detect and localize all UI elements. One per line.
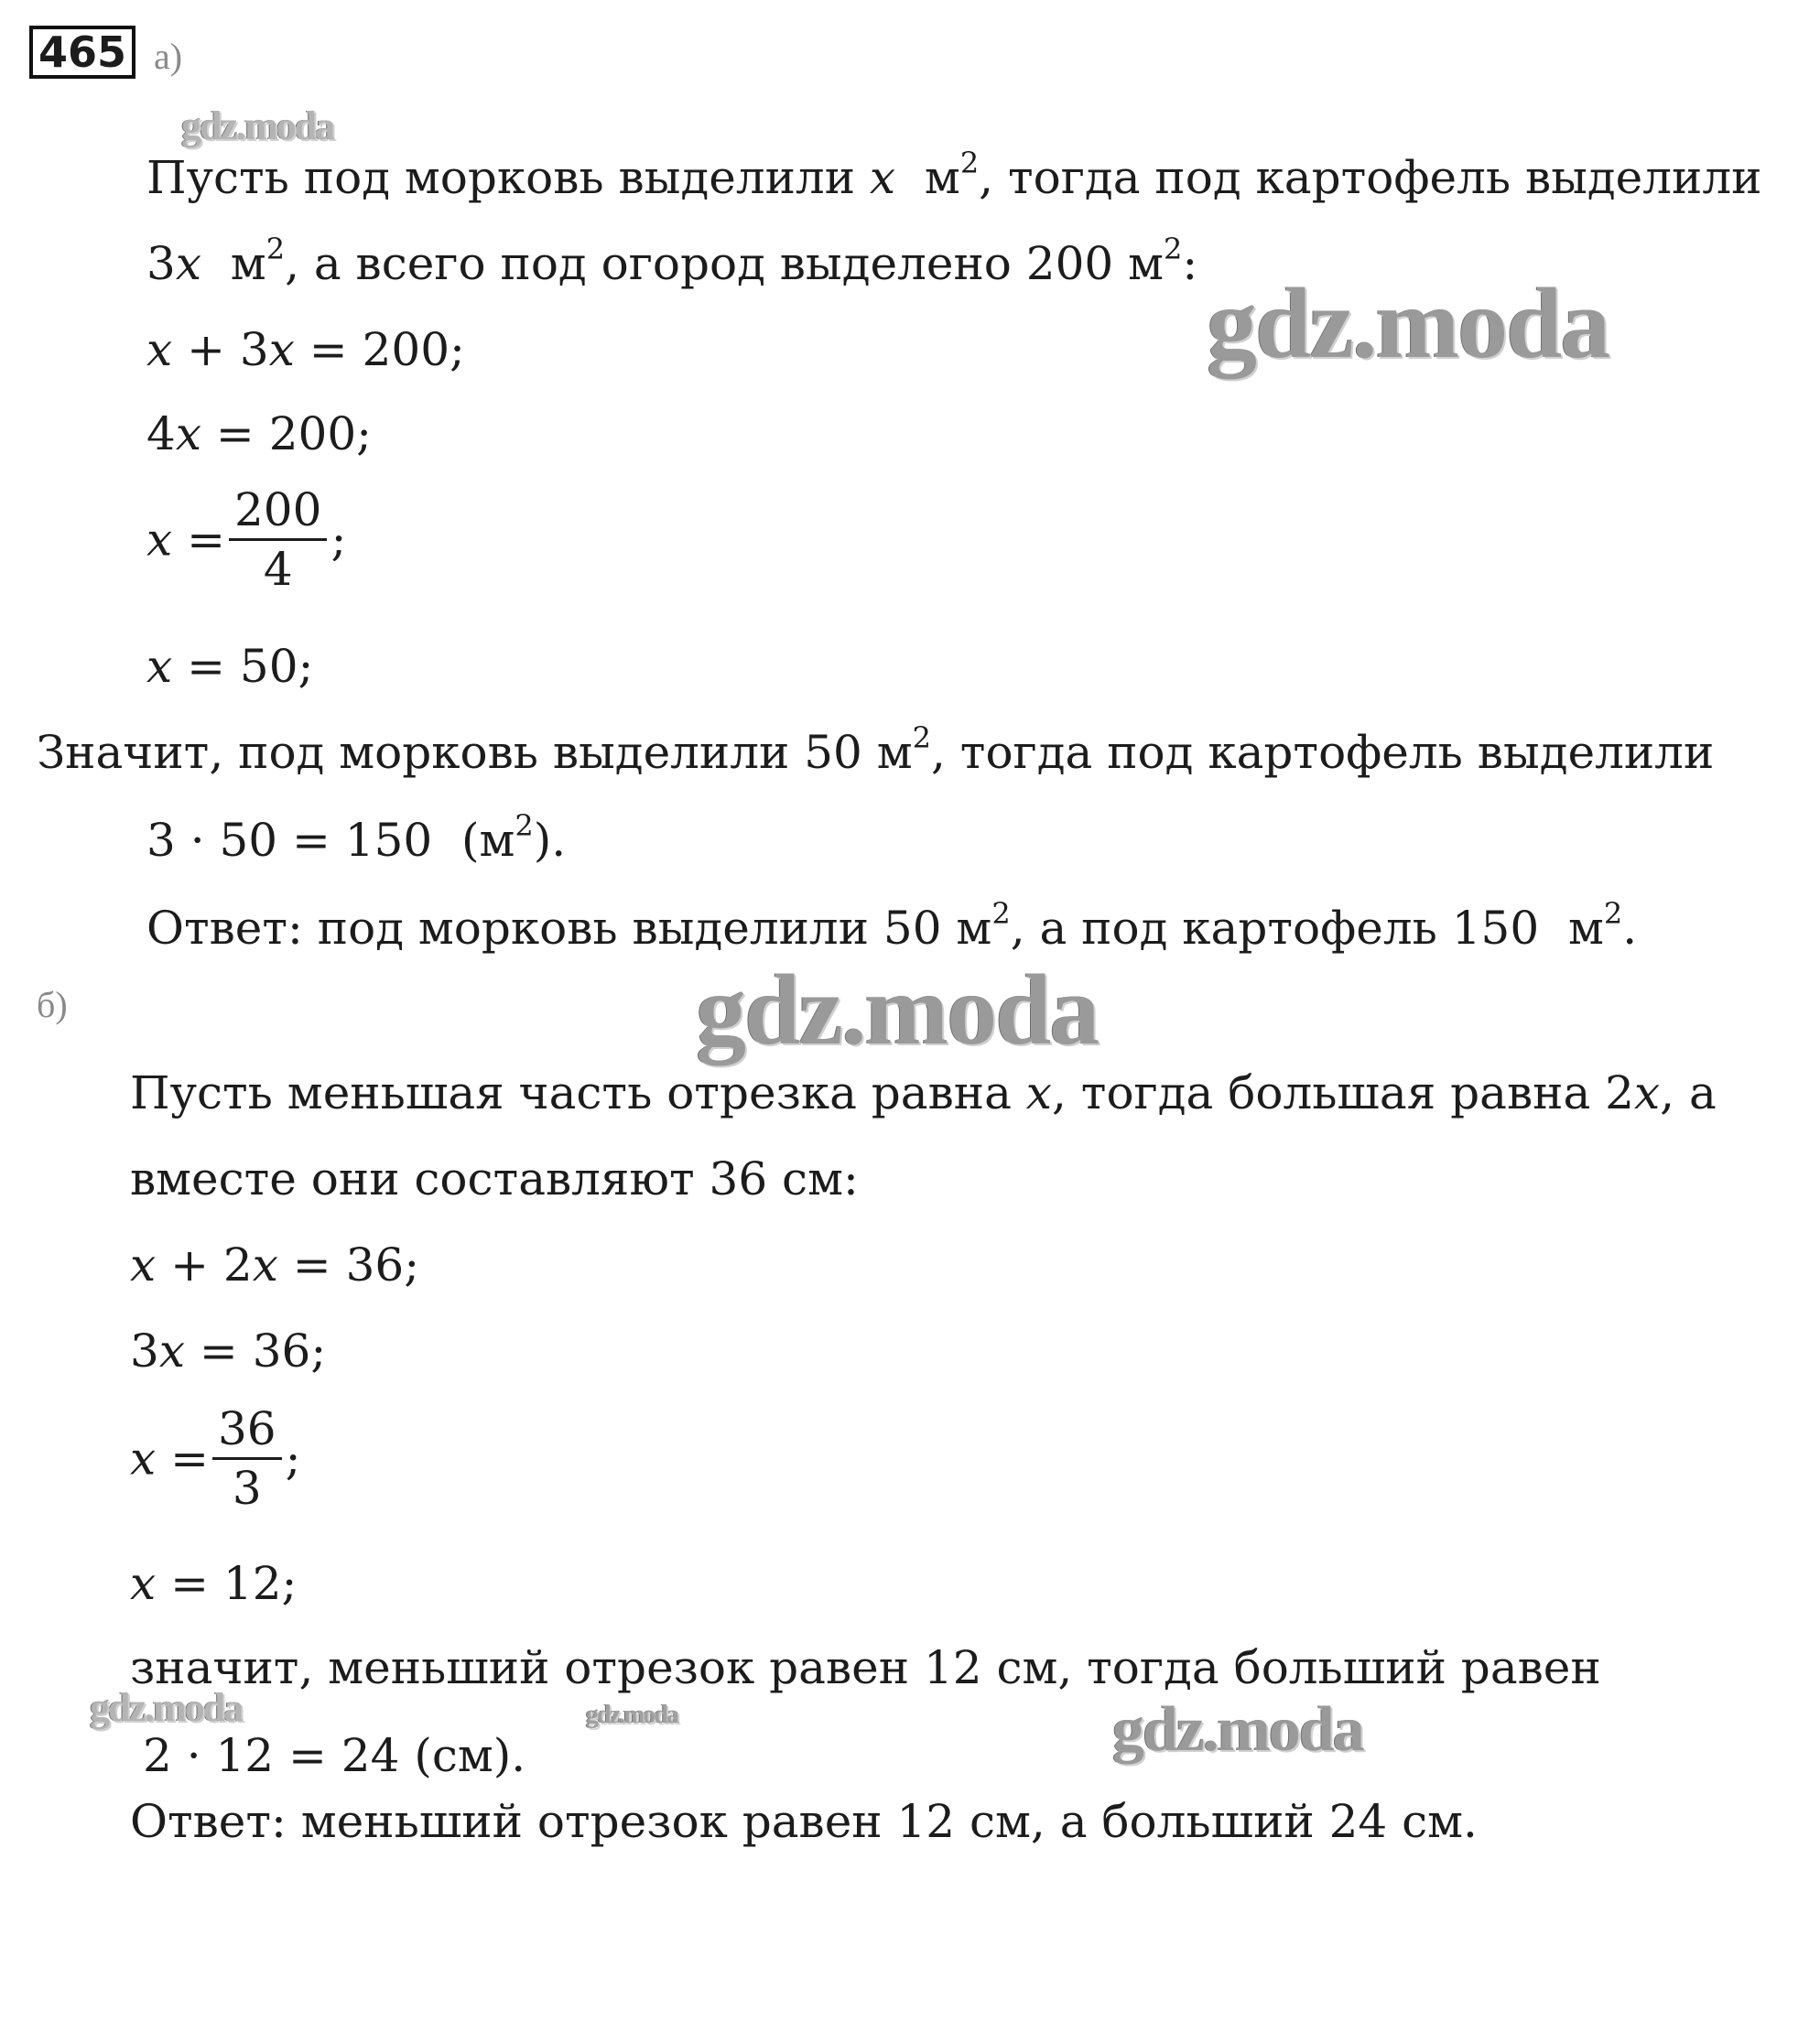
part-b-fraction-numerator: 36 bbox=[212, 1400, 282, 1460]
part-b-answer: Ответ: меньший отрезок равен 12 см, а больший 24 см. bbox=[130, 1795, 1478, 1848]
part-a-label: а) bbox=[154, 36, 183, 77]
part-b-fraction bbox=[212, 1400, 282, 1517]
part-b-conclusion-line-2: 2 · 12 = 24 (см). bbox=[143, 1729, 526, 1782]
watermark-large-right: gdz.moda bbox=[1207, 267, 1609, 379]
part-a-equation-1: x + 3x = 200; bbox=[146, 323, 465, 376]
watermark-large-center: gdz.moda bbox=[696, 954, 1099, 1065]
part-b-fraction-denominator: 3 bbox=[232, 1462, 262, 1515]
part-b-fraction-end: ; bbox=[285, 1432, 301, 1486]
part-a-conclusion-line-2: 3 · 50 = 150 $(м^2)$. bbox=[146, 808, 567, 867]
part-a-fraction-numerator: 200 bbox=[229, 481, 327, 541]
part-b-intro-line-2: вместе они составляют 36 см: bbox=[130, 1152, 859, 1205]
part-a-conclusion-line-1: Значит, под морковь выделили 50 $м^2$, тогда под картофель выделили bbox=[37, 720, 1715, 779]
part-a-equation-2: 4x = 200; bbox=[146, 407, 372, 460]
part-b-label: б) bbox=[37, 984, 68, 1025]
part-a-equation-4: x = 50; bbox=[146, 640, 314, 693]
part-a-intro-line-1: Пусть под морковь выделили x $м^2$, тогда под картофель выделили bbox=[146, 146, 1762, 204]
watermark-small-bottom-left: gdz.moda bbox=[90, 1685, 243, 1730]
part-b-equation-1: x + 2x = 36; bbox=[130, 1238, 420, 1292]
part-b-conclusion-line-1: значит, меньший отрезок равен 12 см, тогда больший равен bbox=[130, 1641, 1601, 1694]
watermark-medium-bottom-right: gdz.moda bbox=[1112, 1694, 1363, 1765]
part-a-fraction-denominator: 4 bbox=[263, 543, 293, 596]
watermark-tiny-bottom: gdz.moda bbox=[586, 1701, 677, 1729]
part-a-intro-line-2: 3x $м^2$, а всего под огород выделено 200 $м^2$: bbox=[146, 232, 1198, 290]
part-b-equation-3: x = $\frac{36}{3}$ ; bbox=[130, 1402, 301, 1515]
part-a-equation-3: x = $\frac{200}{4}$ ; bbox=[146, 483, 347, 596]
part-b-intro-line-1: Пусть меньшая часть отрезка равна x, тогда большая равна 2x, а bbox=[130, 1066, 1717, 1119]
part-b-equation-4: x = 12; bbox=[130, 1557, 298, 1610]
part-a-answer: Ответ: под морковь выделили 50 $м^2$, а под картофель 150 $м^2$. bbox=[146, 896, 1638, 955]
part-a-fraction-end: ; bbox=[330, 513, 347, 567]
part-a-fraction bbox=[229, 481, 327, 598]
task-number: 465 bbox=[29, 26, 135, 79]
part-b-equation-2: 3x = 36; bbox=[130, 1324, 327, 1378]
watermark-small-top: gdz.moda bbox=[181, 103, 334, 148]
